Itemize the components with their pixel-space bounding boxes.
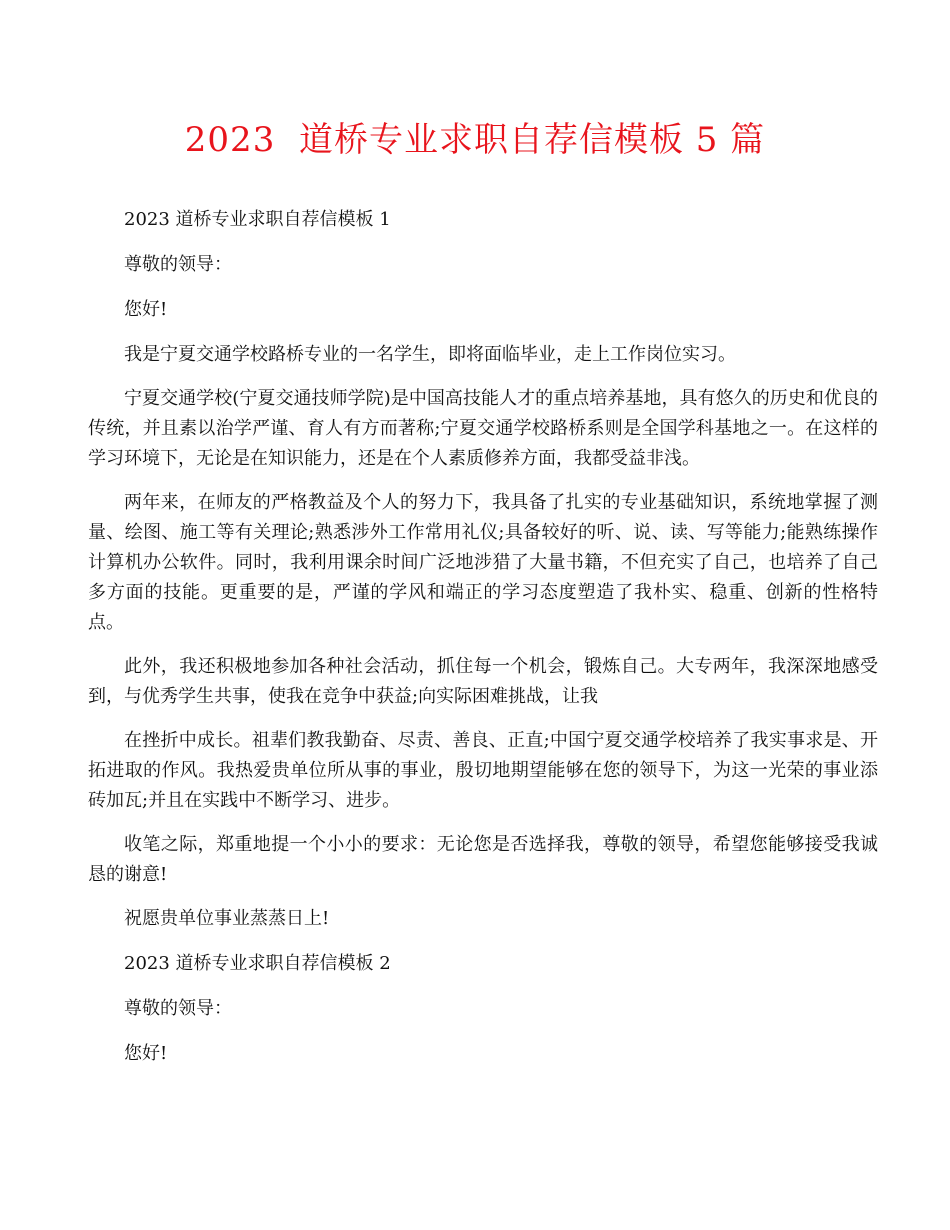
section-heading-1: 2023 道桥专业求职自荐信模板 1 bbox=[124, 209, 391, 230]
paragraph-wishes: 祝愿贵单位事业蒸蒸日上! bbox=[124, 908, 330, 929]
document-title: 2023 道桥专业求职自荐信模板 5 篇 bbox=[184, 120, 766, 160]
paragraph-closing: 收笔之际，郑重地提一个小小的要求：无论您是否选择我，尊敬的领导，希望您能够接受我诚恳的谢意! bbox=[88, 834, 878, 885]
paragraph-school: 宁夏交通学校(宁夏交通技师学院)是中国高技能人才的重点培养基地，具有悠久的历史和优良的传统，并且素以治学严谨、育人有方而著称;宁夏交通学校路桥系则是全国学科基地之一。在这样的学习环境下，无论是在知识能力，还是在个人素质修养方面，我都受益非浅。 bbox=[88, 388, 878, 469]
section-heading-2: 2023 道桥专业求职自荐信模板 2 bbox=[124, 953, 391, 974]
greeting-2: 您好! bbox=[124, 1043, 168, 1064]
salutation: 尊敬的领导： bbox=[124, 254, 232, 275]
greeting: 您好! bbox=[124, 299, 168, 320]
paragraph-activities: 此外，我还积极地参加各种社会活动，抓住每一个机会，锻炼自己。大专两年，我深深地感受到，与优秀学生共事，使我在竞争中获益;向实际困难挑战，让我 bbox=[88, 656, 878, 707]
document-body bbox=[88, 205, 878, 1084]
paragraph-skills: 两年来，在师友的严格教益及个人的努力下，我具备了扎实的专业基础知识，系统地掌握了测量、绘图、施工等有关理论;熟悉涉外工作常用礼仪;具备较好的听、说、读、写等能力;能熟练操作计算机办公软件。同时，我利用课余时间广泛地涉猎了大量书籍，不但充实了自己，也培养了自己多方面的技能。更重要的是，严谨的学风和端正的学习态度塑造了我朴实、稳重、创新的性格特点。 bbox=[88, 492, 878, 633]
paragraph-growth: 在挫折中成长。祖辈们教我勤奋、尽责、善良、正直;中国宁夏交通学校培养了我实事求是、开拓进取的作风。我热爱贵单位所从事的事业，殷切地期望能够在您的领导下，为这一光荣的事业添砖加瓦;并且在实践中不断学习、进步。 bbox=[88, 730, 878, 811]
paragraph-intro: 我是宁夏交通学校路桥专业的一名学生，即将面临毕业，走上工作岗位实习。 bbox=[124, 344, 736, 365]
salutation-2: 尊敬的领导： bbox=[124, 998, 232, 1019]
